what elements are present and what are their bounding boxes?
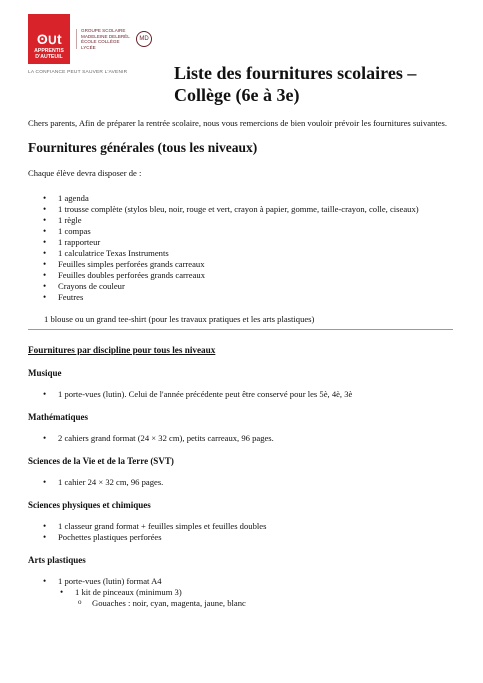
- svt-heading: Sciences de la Vie et de la Terre (SVT): [28, 456, 174, 466]
- group-line-2: MADELEINE DELBRÊL: [81, 33, 130, 39]
- group-line-1: GROUPE SCOLAIRE: [81, 28, 126, 33]
- general-heading: Fournitures générales (tous les niveaux): [28, 140, 258, 155]
- list-item: • 1 porte-vues (lutin). Celui de l'année précédente peut être conservé pour les 5è, 4è, 3è: [28, 389, 458, 400]
- logo-text: [34, 49, 64, 61]
- musique-heading: Musique: [28, 368, 62, 378]
- intro-paragraph: Chers parents, Afin de préparer la rentrée scolaire, nous vous remercions de bien vouloir prévoir les fournitures suivantes.: [28, 118, 448, 128]
- arts-list: [28, 576, 458, 609]
- general-lead: Chaque élève devra disposer de :: [28, 168, 142, 178]
- maths-heading: Mathématiques: [28, 412, 88, 422]
- logo-mark: ʘ∪t: [36, 31, 62, 48]
- list-item: • Crayons de couleur: [28, 281, 458, 292]
- discipline-heading: Fournitures par discipline pour tous les niveaux: [28, 345, 216, 355]
- list-item: • 1 classeur grand format + feuilles simples et feuilles doubles: [28, 521, 458, 532]
- list-item: o Gouaches : noir, cyan, magenta, jaune, blanc: [75, 598, 458, 609]
- list-item: • 1 calculatrice Texas Instruments: [28, 248, 458, 259]
- list-item: • 2 cahiers grand format (24 × 32 cm), petits carreaux, 96 pages.: [28, 433, 458, 444]
- svt-list: [28, 477, 458, 488]
- list-item: [58, 587, 458, 609]
- list-item: • Feuilles doubles perforées grands carreaux: [28, 270, 458, 281]
- arts-sublist: [58, 587, 458, 609]
- list-item: • 1 trousse complète (stylos bleu, noir, rouge et vert, crayon à papier, gomme, taille-crayon, colle, ciseaux): [28, 204, 458, 215]
- physique-list: [28, 521, 458, 543]
- title-line-1: Liste des fournitures scolaires –: [174, 63, 417, 83]
- section-arts: [28, 555, 458, 609]
- general-list: [28, 193, 458, 303]
- logo-text-line-1: APPRENTIS: [34, 48, 64, 55]
- section-musique: [28, 368, 458, 400]
- list-item: • Feutres: [28, 292, 458, 303]
- logo-divider: [76, 29, 77, 49]
- section-svt: [28, 456, 458, 488]
- list-item-text: 1 kit de pinceaux (minimum 3): [75, 587, 182, 597]
- musique-list: [28, 389, 458, 400]
- blouse-note: 1 blouse ou un grand tee-shirt (pour les travaux pratiques et les arts plastiques): [44, 314, 315, 324]
- document-body: [28, 118, 458, 621]
- page-title: [174, 62, 474, 106]
- list-item: • 1 compas: [28, 226, 458, 237]
- list-item-text: 1 porte-vues (lutin) format A4: [58, 576, 162, 586]
- maths-list: [28, 433, 458, 444]
- section-physique: [28, 500, 458, 543]
- tagline: LA CONFIANCE PEUT SAUVER L'AVENIR: [28, 70, 128, 75]
- logo-red-block: [28, 14, 70, 64]
- list-item: • 1 règle: [28, 215, 458, 226]
- list-item: [28, 576, 458, 609]
- arts-heading: Arts plastiques: [28, 555, 86, 565]
- list-item: • Feuilles simples perforées grands carreaux: [28, 259, 458, 270]
- section-maths: [28, 412, 458, 444]
- groupe-scolaire-logo: [76, 28, 152, 50]
- group-name: [81, 28, 133, 50]
- list-item: • Pochettes plastiques perforées: [28, 532, 458, 543]
- group-line-3: ÉCOLE COLLÈGE LYCÉE: [81, 39, 120, 50]
- list-item: • 1 agenda: [28, 193, 458, 204]
- section-divider: [28, 329, 453, 330]
- title-line-2: Collège (6e à 3e): [174, 85, 300, 105]
- group-seal-icon: MD: [136, 31, 152, 47]
- list-item: • 1 cahier 24 × 32 cm, 96 pages.: [28, 477, 458, 488]
- logo-text-line-2: D'AUTEUIL: [35, 54, 63, 61]
- arts-subsublist: [75, 598, 458, 609]
- physique-heading: Sciences physiques et chimiques: [28, 500, 151, 510]
- list-item: • 1 rapporteur: [28, 237, 458, 248]
